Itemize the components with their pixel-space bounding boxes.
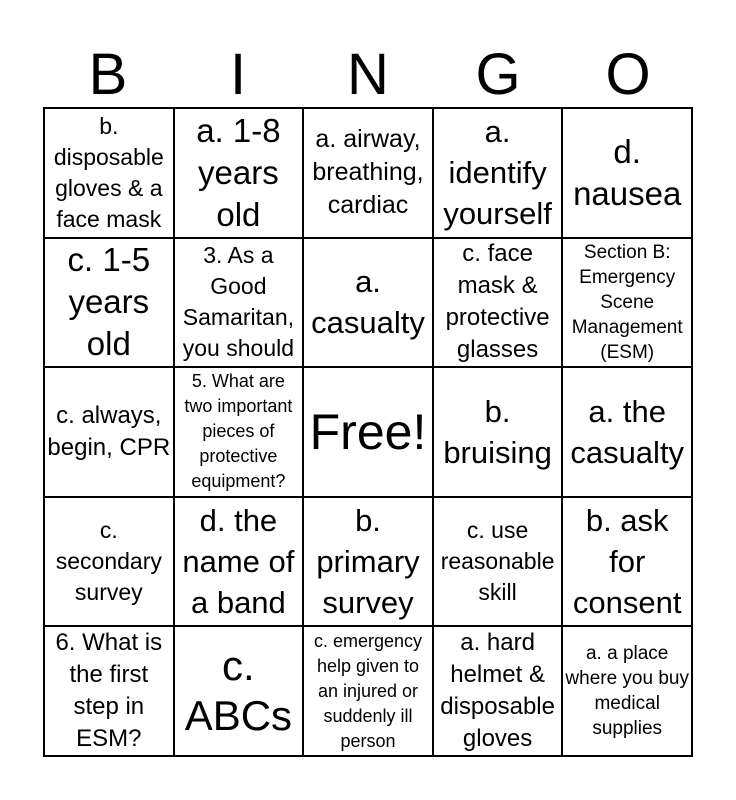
bingo-cell[interactable] (45, 498, 175, 628)
cell-text: a. hard helmet & disposable gloves (440, 629, 555, 753)
bingo-cell[interactable] (563, 498, 693, 628)
cell-text: a. identify yourself (443, 114, 552, 232)
cell-text: c. 1-5 years old (67, 241, 151, 363)
bingo-cell[interactable] (434, 627, 564, 757)
cell-text: 6. What is the first step in ESM? (55, 629, 163, 753)
cell-text: d. nausea (573, 132, 682, 212)
bingo-cell[interactable] (45, 368, 175, 498)
header-letter-b: B (88, 42, 128, 107)
bingo-cell[interactable] (45, 627, 175, 757)
bingo-card-grid (43, 107, 693, 757)
bingo-cell[interactable] (434, 239, 564, 369)
bingo-cell[interactable] (563, 239, 693, 369)
bingo-cell[interactable] (304, 109, 434, 239)
cell-text: a. the casualty (570, 393, 685, 470)
header-letter-n: N (347, 42, 389, 107)
bingo-cell[interactable] (304, 498, 434, 628)
cell-text: a. airway, breathing, cardiac (312, 125, 424, 220)
cell-text: b. primary survey (316, 503, 420, 621)
bingo-cell[interactable] (175, 498, 305, 628)
bingo-cell[interactable] (563, 627, 693, 757)
cell-text: 3. As a Good Samaritan, you should (182, 242, 295, 362)
cell-text: a. casualty (311, 264, 425, 341)
bingo-cell[interactable] (175, 109, 305, 239)
cell-text: c. face mask & protective glasses (445, 240, 550, 364)
cell-text: 5. What are two important pieces of protective equipment? (184, 371, 293, 492)
cell-text: c. always, begin, CPR (47, 401, 171, 461)
bingo-cell[interactable] (434, 498, 564, 628)
bingo-cell[interactable] (45, 109, 175, 239)
cell-text: c. ABCs (184, 642, 293, 740)
cell-text: a. 1-8 years old (196, 111, 281, 233)
cell-text: b. disposable gloves & a face mask (53, 112, 164, 232)
cell-text: c. secondary survey (55, 517, 162, 606)
bingo-cell[interactable] (175, 368, 305, 498)
bingo-cell[interactable] (563, 368, 693, 498)
bingo-cell[interactable] (175, 627, 305, 757)
bingo-cell[interactable] (45, 239, 175, 369)
cell-text: d. the name of a band (182, 503, 295, 621)
bingo-cell[interactable] (434, 109, 564, 239)
bingo-cell[interactable] (304, 627, 434, 757)
cell-text: Section B: Emergency Scene Management (ESM) (571, 241, 683, 363)
bingo-cell[interactable] (304, 368, 434, 498)
bingo-cell[interactable] (434, 368, 564, 498)
header-letter-g: G (475, 42, 521, 107)
cell-text: c. use reasonable skill (440, 517, 555, 606)
cell-text: b. bruising (443, 393, 552, 470)
cell-text: c. emergency help given to an injured or suddenly ill person (313, 630, 423, 751)
free-space: Free! (309, 403, 427, 460)
bingo-cell[interactable] (563, 109, 693, 239)
bingo-cell[interactable] (304, 239, 434, 369)
cell-text: a. a place where you buy medical supplies (565, 643, 689, 740)
bingo-header (43, 42, 693, 108)
cell-text: b. ask for consent (572, 503, 682, 621)
header-letter-o: O (605, 42, 651, 107)
header-letter-i: I (229, 42, 247, 107)
bingo-cell[interactable] (175, 239, 305, 369)
